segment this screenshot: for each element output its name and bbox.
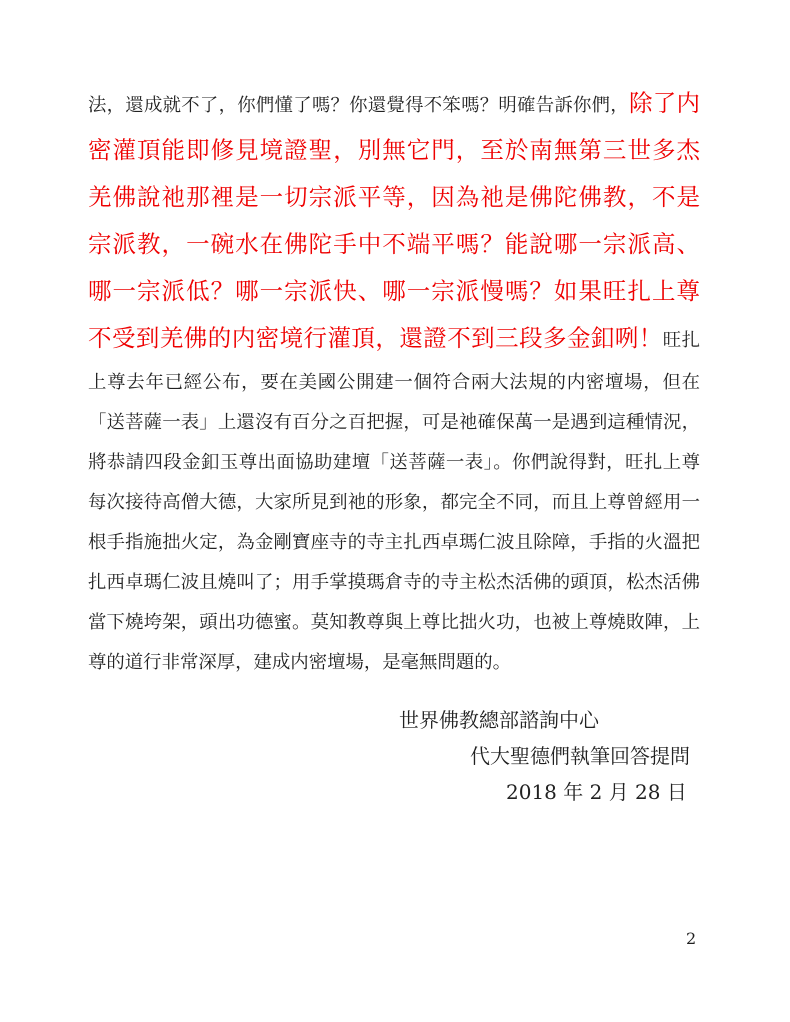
text-line <box>88 222 700 269</box>
text-line <box>88 643 700 683</box>
body-text-block <box>88 81 700 683</box>
text-line <box>88 363 700 403</box>
text-line <box>88 523 700 563</box>
text-line <box>88 81 700 128</box>
text-line <box>88 603 700 643</box>
emphasis-text-segment: 除了内 <box>628 89 700 117</box>
body-text-segment: 法，還成就不了，你們懂了嗎？你還覺得不笨嗎？明確告訴你們， <box>88 95 629 116</box>
page-number: 2 <box>686 929 697 948</box>
text-line <box>88 316 700 363</box>
body-text-segment: 將恭請四段金釦玉尊出面協助建壇「送菩薩一表」。你們說得對，旺扎上尊 <box>88 452 700 473</box>
text-line <box>88 269 700 316</box>
signature-byline: 代大聖德們執筆回答提問 <box>470 744 690 768</box>
signature-organization: 世界佛教總部諮詢中心 <box>399 708 599 732</box>
text-line <box>88 443 700 483</box>
signature-block <box>88 702 700 810</box>
body-text-segment: 當下燒垮架，頭出功德蜜。莫知教尊與上尊比拙火功，也被上尊燒敗陣，上 <box>88 612 700 633</box>
emphasis-text-segment: 密灌頂能即修見境證聖，別無它門，至於南無第三世多杰 <box>88 136 700 164</box>
text-line <box>88 175 700 222</box>
body-text-segment: 根手指施拙火定，為金剛寶座寺的寺主扎西卓瑪仁波且除障，手指的火溫把 <box>88 532 700 553</box>
body-text-segment: 旺扎 <box>662 330 700 351</box>
text-line <box>88 403 700 443</box>
emphasis-text-segment: 哪一宗派低？哪一宗派快、哪一宗派慢嗎？如果旺扎上尊 <box>88 277 700 305</box>
body-text-segment: 「送菩薩一表」上還沒有百分之百把握，可是祂確保萬一是遇到這種情況， <box>88 412 700 433</box>
signature-date: 2018 年 2 月 28 日 <box>506 780 687 804</box>
body-text-segment: 扎西卓瑪仁波且燒叫了；用手掌摸瑪倉寺的寺主松杰活佛的頭頂，松杰活佛 <box>88 572 700 593</box>
emphasis-text-segment: 羌佛說祂那裡是一切宗派平等，因為祂是佛陀佛教，不是 <box>88 183 700 211</box>
body-text-segment: 每次接待高僧大德，大家所見到祂的形象，都完全不同，而且上尊曾經用一 <box>88 492 700 513</box>
emphasis-text-segment: 宗派教，一碗水在佛陀手中不端平嗎？能說哪一宗派高、 <box>88 230 700 258</box>
body-text-segment: 上尊去年已經公布，要在美國公開建一個符合兩大法規的内密壇場，但在 <box>88 372 700 393</box>
text-line <box>88 128 700 175</box>
text-line <box>88 483 700 523</box>
body-text-segment: 尊的道行非常深厚，建成内密壇場，是毫無問題的。 <box>88 652 511 673</box>
emphasis-text-segment: 不受到羌佛的内密境行灌頂，還證不到三段多金釦咧！ <box>88 324 663 352</box>
text-line <box>88 563 700 603</box>
